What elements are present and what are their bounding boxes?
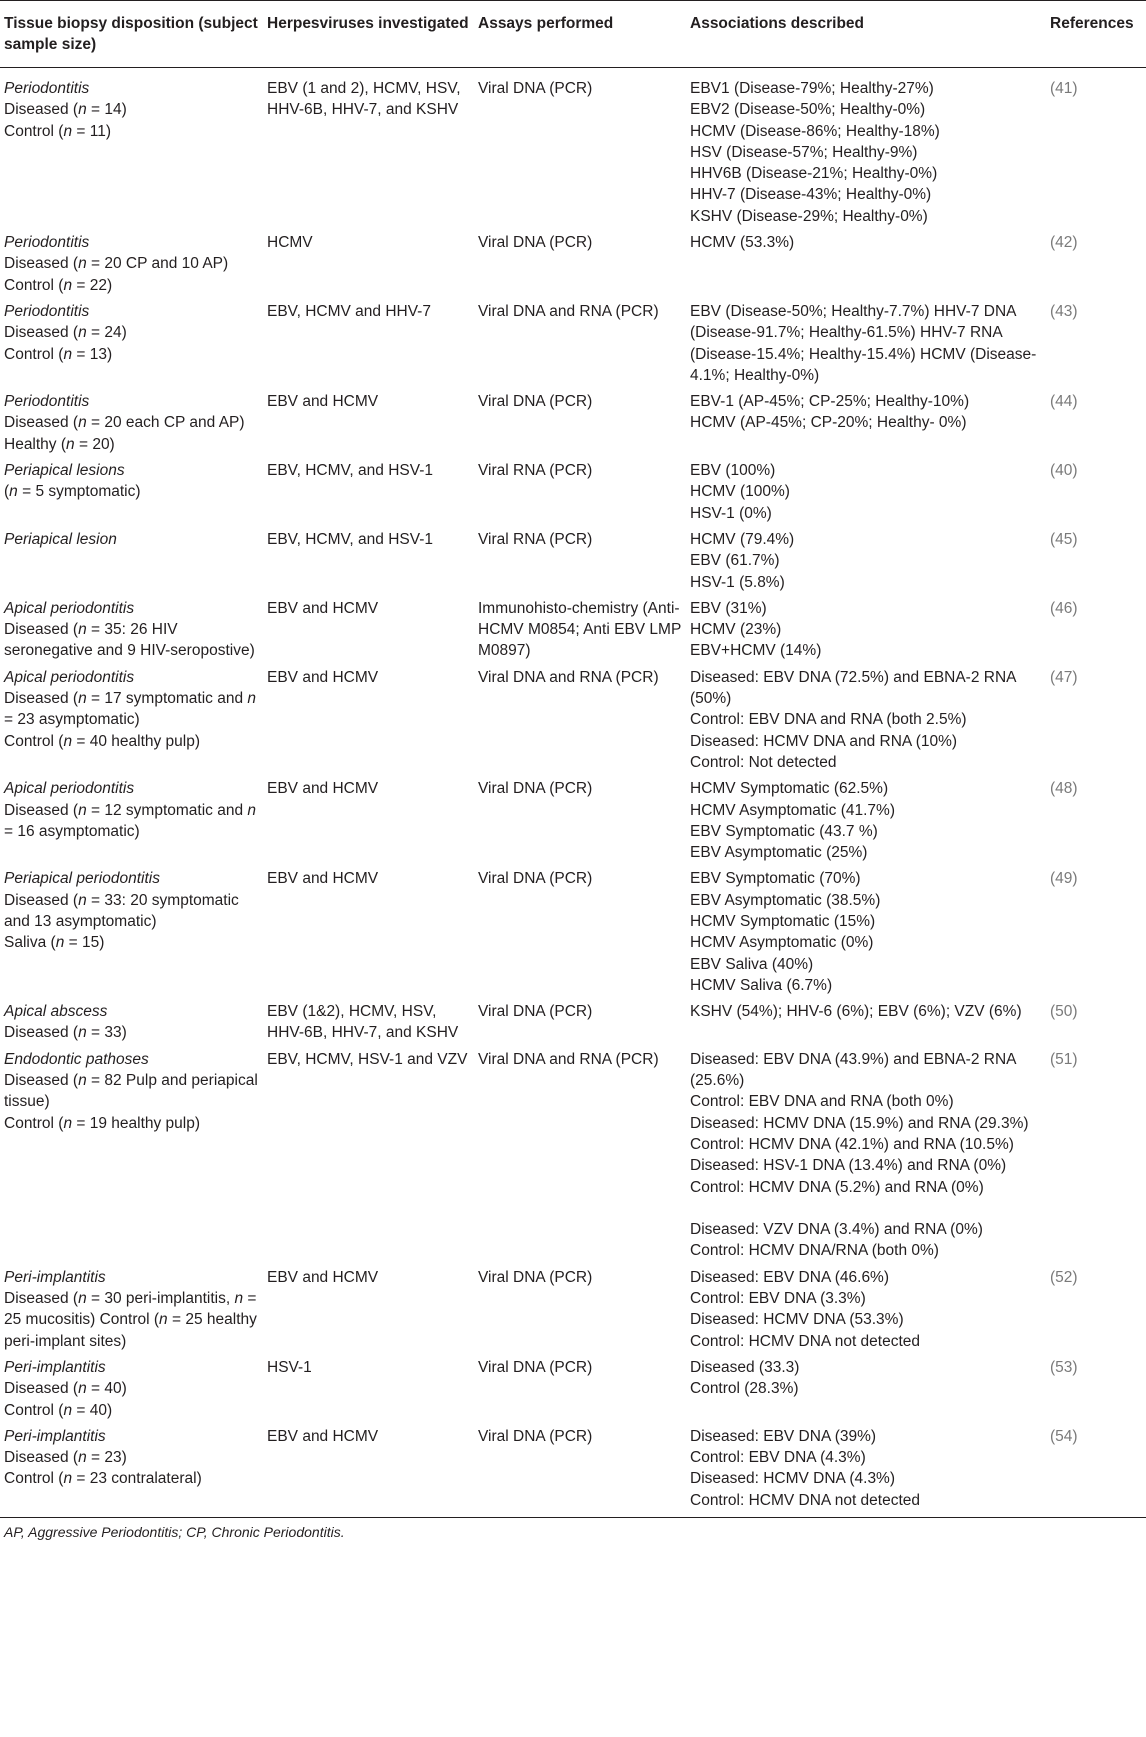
condition-label: Periapical periodontitis [4, 870, 160, 888]
cell-reference: (48) [1050, 780, 1078, 798]
association-text: HSV-1 (5.8%) [690, 573, 785, 591]
condition-label: Apical periodontitis [4, 780, 135, 798]
association-text: Diseased: EBV DNA (43.9%) and EBNA-2 RNA (25.6%) [690, 1050, 1016, 1090]
table-footnote: AP, Aggressive Periodontitis; CP, Chronic Periodontitis. [4, 1524, 345, 1540]
association-text: EBV (61.7%) [690, 552, 780, 570]
sample-size-text: Control (n = 11) [4, 122, 111, 140]
association-text: EBV Asymptomatic (38.5%) [690, 891, 881, 909]
association-text: Diseased: VZV DNA (3.4%) and RNA (0%) [690, 1221, 983, 1239]
cell-assays: Viral DNA (PCR) [478, 1268, 593, 1286]
sample-size-text: Diseased (n = 35: 26 HIV seronegative and 9 HIV-seropostive) [4, 621, 255, 660]
sample-size-text: Diseased (n = 12 symptomatic and n = 16 asymptomatic) [4, 801, 257, 840]
table-row [0, 525, 1146, 594]
cell-reference: (44) [1050, 393, 1078, 411]
cell-reference: (43) [1050, 302, 1078, 320]
sample-size-text: Diseased (n = 33) [4, 1024, 127, 1042]
association-text: EBV1 (Disease-79%; Healthy-27%) [690, 80, 934, 97]
cell-herpesviruses: EBV and HCMV [267, 870, 379, 888]
sample-size-text: Control (n = 13) [4, 345, 113, 363]
table-row [0, 594, 1146, 663]
cell-herpesviruses: EBV and HCMV [267, 599, 379, 617]
sample-size-text: Control (n = 40) [4, 1401, 113, 1419]
condition-label: Periodontitis [4, 302, 90, 320]
sample-size-text: Diseased (n = 23) [4, 1449, 127, 1467]
cell-tissue-biopsy [0, 1263, 263, 1353]
cell-tissue-biopsy [0, 997, 263, 1045]
cell-herpesviruses: EBV (1&2), HCMV, HSV, HHV-6B, HHV-7, and KSHV [267, 1003, 459, 1042]
association-text: Diseased: EBV DNA (72.5%) and EBNA-2 RNA (50%) [690, 668, 1016, 708]
cell-tissue-biopsy [0, 1422, 263, 1518]
association-text: HSV (Disease-57%; Healthy-9%) [690, 143, 918, 161]
cell-herpesviruses: EBV, HCMV, HSV-1 and VZV [267, 1050, 468, 1068]
association-text: HCMV Symptomatic (15%) [690, 912, 876, 930]
cell-reference: (47) [1050, 668, 1078, 686]
cell-herpesviruses: EBV and HCMV [267, 1268, 379, 1286]
cell-reference: (54) [1050, 1427, 1078, 1445]
cell-assays: Immunohisto-chemistry (Anti-HCMV M0854; Anti EBV LMP M0897) [478, 599, 682, 660]
condition-label: Periodontitis [4, 393, 90, 411]
cell-reference: (41) [1050, 80, 1078, 97]
header-row [0, 1, 1146, 68]
association-text: EBV (100%) [690, 462, 776, 480]
association-text: Control: EBV DNA (3.3%) [690, 1290, 866, 1308]
association-text: EBV2 (Disease-50%; Healthy-0%) [690, 101, 926, 119]
cell-tissue-biopsy [0, 297, 263, 387]
cell-herpesviruses: EBV, HCMV, and HSV-1 [267, 530, 433, 548]
cell-reference: (52) [1050, 1268, 1078, 1286]
association-text: Diseased: HCMV DNA (4.3%) [690, 1470, 896, 1488]
condition-label: Apical abscess [4, 1003, 108, 1021]
sample-size-text: Diseased (n = 30 peri-implantitis, n = 25 mucositis) Control (n = 25 healthy peri-implant sites) [4, 1290, 257, 1350]
condition-label: Peri-implantitis [4, 1427, 106, 1445]
header-references: References [1050, 15, 1134, 32]
cell-herpesviruses: EBV and HCMV [267, 668, 379, 686]
sample-size-text: Diseased (n = 20 each CP and AP) [4, 414, 245, 432]
table-body [0, 68, 1146, 1518]
cell-associations [686, 1263, 1046, 1353]
sample-size-text: Saliva (n = 15) [4, 934, 105, 952]
cell-assays: Viral DNA (PCR) [478, 1358, 593, 1376]
condition-label: Periapical lesions [4, 462, 125, 480]
condition-label: Periodontitis [4, 234, 90, 252]
condition-label: Peri-implantitis [4, 1268, 106, 1286]
cell-herpesviruses: HCMV [267, 234, 313, 252]
cell-reference: (42) [1050, 234, 1078, 252]
sample-size-text: Diseased (n = 17 symptomatic and n = 23 asymptomatic) [4, 690, 257, 729]
cell-associations [686, 594, 1046, 663]
sample-size-text: Control (n = 40 healthy pulp) [4, 732, 201, 750]
association-text: HHV-7 (Disease-43%; Healthy-0%) [690, 186, 932, 204]
association-text: HCMV (100%) [690, 483, 790, 501]
cell-tissue-biopsy [0, 228, 263, 297]
condition-label: Periodontitis [4, 80, 90, 97]
header-assays: Assays performed [478, 15, 614, 32]
cell-associations [686, 774, 1046, 864]
sample-size-text: (n = 5 symptomatic) [4, 483, 141, 501]
cell-reference: (50) [1050, 1003, 1078, 1021]
cell-herpesviruses: EBV and HCMV [267, 780, 379, 798]
cell-associations [686, 997, 1046, 1045]
association-text: Diseased: EBV DNA (46.6%) [690, 1268, 890, 1286]
cell-reference: (53) [1050, 1358, 1078, 1376]
sample-size-text: Control (n = 23 contralateral) [4, 1470, 202, 1488]
cell-tissue-biopsy [0, 456, 263, 525]
association-text: Control: EBV DNA and RNA (both 0%) [690, 1093, 954, 1111]
cell-associations [686, 525, 1046, 594]
cell-associations [686, 1045, 1046, 1263]
sample-size-text: Healthy (n = 20) [4, 435, 115, 453]
association-text: Diseased (33.3) [690, 1358, 800, 1376]
condition-label: Apical periodontitis [4, 599, 135, 617]
cell-tissue-biopsy [0, 68, 263, 229]
cell-associations [686, 456, 1046, 525]
association-text: EBV Saliva (40%) [690, 955, 814, 973]
cell-assays: Viral RNA (PCR) [478, 530, 593, 548]
cell-associations [686, 68, 1046, 229]
association-text: HHV6B (Disease-21%; Healthy-0%) [690, 165, 938, 183]
cell-assays: Viral DNA (PCR) [478, 1003, 593, 1021]
association-text: EBV (31%) [690, 599, 767, 617]
table-row [0, 663, 1146, 774]
association-text: Diseased: HCMV DNA (53.3%) [690, 1311, 904, 1329]
association-text: HCMV (23%) [690, 621, 782, 639]
table-row [0, 1045, 1146, 1263]
cell-assays: Viral RNA (PCR) [478, 462, 593, 480]
association-text: Diseased: EBV DNA (39%) [690, 1427, 877, 1445]
cell-tissue-biopsy [0, 663, 263, 774]
association-text: Control: EBV DNA and RNA (both 2.5%) [690, 711, 967, 729]
cell-reference: (51) [1050, 1050, 1078, 1068]
cell-assays: Viral DNA (PCR) [478, 234, 593, 252]
cell-reference: (40) [1050, 462, 1078, 480]
table-row [0, 456, 1146, 525]
association-text: HCMV (79.4%) [690, 530, 795, 548]
association-text: Diseased: HCMV DNA and RNA (10%) [690, 732, 958, 750]
header-associations: Associations described [690, 15, 865, 32]
cell-associations [686, 1353, 1046, 1422]
association-text: EBV-1 (AP-45%; CP-25%; Healthy-10%) [690, 393, 970, 411]
association-text: EBV (Disease-50%; Healthy-7.7%) HHV-7 DNA (Disease-91.7%; Healthy-61.5%) HHV-7 RNA (Disease-15.4%; Healthy-15.4%) HCMV (Disease-4.1%; Healthy-0%) [690, 302, 1037, 384]
condition-label: Peri-implantitis [4, 1358, 106, 1376]
cell-associations [686, 1422, 1046, 1518]
sample-size-text: Diseased (n = 82 Pulp and periapical tissue) [4, 1072, 258, 1111]
table-row [0, 864, 1146, 997]
cell-tissue-biopsy [0, 525, 263, 594]
cell-tissue-biopsy [0, 1045, 263, 1263]
association-text: EBV Symptomatic (43.7 %) [690, 822, 878, 840]
association-text: HCMV (53.3%) [690, 234, 795, 252]
table-row [0, 1422, 1146, 1518]
association-text: EBV Symptomatic (70%) [690, 870, 861, 888]
cell-associations [686, 297, 1046, 387]
cell-herpesviruses: EBV (1 and 2), HCMV, HSV, HHV-6B, HHV-7, and KSHV [267, 80, 461, 119]
condition-label: Apical periodontitis [4, 668, 135, 686]
sample-size-text: Diseased (n = 40) [4, 1380, 127, 1398]
cell-assays: Viral DNA (PCR) [478, 870, 593, 888]
association-text: Control: HCMV DNA (5.2%) and RNA (0%) [690, 1178, 984, 1196]
cell-assays: Viral DNA and RNA (PCR) [478, 1050, 659, 1068]
cell-tissue-biopsy [0, 1353, 263, 1422]
association-text: Control: Not detected [690, 753, 837, 771]
association-text: Diseased: HSV-1 DNA (13.4%) and RNA (0%) [690, 1157, 1007, 1175]
association-text: HCMV (Disease-86%; Healthy-18%) [690, 122, 940, 140]
table-row [0, 1263, 1146, 1353]
table-header [0, 1, 1146, 68]
cell-herpesviruses: EBV and HCMV [267, 1427, 379, 1445]
association-text: HCMV Asymptomatic (41.7%) [690, 801, 895, 819]
cell-assays: Viral DNA (PCR) [478, 780, 593, 798]
cell-associations [686, 663, 1046, 774]
association-text: Control (28.3%) [690, 1380, 799, 1398]
association-text: KSHV (Disease-29%; Healthy-0%) [690, 207, 928, 225]
cell-associations [686, 228, 1046, 297]
header-herpesviruses: Herpesviruses investigated [267, 15, 469, 32]
cell-tissue-biopsy [0, 774, 263, 864]
condition-label: Endodontic pathoses [4, 1050, 149, 1068]
association-text: Control: HCMV DNA/RNA (both 0%) [690, 1242, 939, 1260]
cell-assays: Viral DNA (PCR) [478, 80, 593, 97]
association-text: Control: HCMV DNA not detected [690, 1491, 921, 1509]
cell-herpesviruses: HSV-1 [267, 1358, 312, 1376]
cell-reference: (46) [1050, 599, 1078, 617]
table-row [0, 997, 1146, 1045]
association-text: Diseased: HCMV DNA (15.9%) and RNA (29.3%) [690, 1114, 1029, 1132]
association-text: HCMV (AP-45%; CP-20%; Healthy- 0%) [690, 414, 967, 432]
table-row [0, 387, 1146, 456]
cell-assays: Viral DNA (PCR) [478, 393, 593, 411]
cell-associations [686, 387, 1046, 456]
association-text [690, 1198, 1042, 1219]
sample-size-text: Diseased (n = 14) [4, 101, 127, 119]
association-text: Control: EBV DNA (4.3%) [690, 1449, 866, 1467]
association-text: KSHV (54%); HHV-6 (6%); EBV (6%); VZV (6%) [690, 1003, 1022, 1021]
association-text: HCMV Saliva (6.7%) [690, 976, 833, 994]
cell-tissue-biopsy [0, 864, 263, 997]
table-row [0, 68, 1146, 229]
cell-herpesviruses: EBV, HCMV and HHV-7 [267, 302, 431, 320]
sample-size-text: Diseased (n = 24) [4, 324, 127, 342]
condition-label: Periapical lesion [4, 530, 117, 548]
table-row [0, 297, 1146, 387]
association-text: EBV+HCMV (14%) [690, 642, 822, 660]
table-row [0, 228, 1146, 297]
cell-herpesviruses: EBV and HCMV [267, 393, 379, 411]
association-text: Control: HCMV DNA not detected [690, 1332, 921, 1350]
cell-assays: Viral DNA (PCR) [478, 1427, 593, 1445]
association-text: HCMV Symptomatic (62.5%) [690, 780, 889, 798]
header-tissue-biopsy: Tissue biopsy disposition (subject sample size) [4, 15, 258, 53]
table-row [0, 1353, 1146, 1422]
cell-herpesviruses: EBV, HCMV, and HSV-1 [267, 462, 433, 480]
association-text: EBV Asymptomatic (25%) [690, 844, 868, 862]
cell-assays: Viral DNA and RNA (PCR) [478, 302, 659, 320]
cell-reference: (45) [1050, 530, 1078, 548]
cell-assays: Viral DNA and RNA (PCR) [478, 668, 659, 686]
association-text: HSV-1 (0%) [690, 504, 772, 522]
sample-size-text: Control (n = 22) [4, 276, 113, 294]
sample-size-text: Diseased (n = 33: 20 symptomatic and 13 asymptomatic) [4, 891, 239, 930]
sample-size-text: Control (n = 19 healthy pulp) [4, 1114, 201, 1132]
association-text: Control: HCMV DNA (42.1%) and RNA (10.5%) [690, 1135, 1014, 1153]
cell-associations [686, 864, 1046, 997]
sample-size-text: Diseased (n = 20 CP and 10 AP) [4, 255, 229, 273]
cell-reference: (49) [1050, 870, 1078, 888]
cell-tissue-biopsy [0, 594, 263, 663]
association-text: HCMV Asymptomatic (0%) [690, 934, 874, 952]
table-row [0, 774, 1146, 864]
cell-tissue-biopsy [0, 387, 263, 456]
